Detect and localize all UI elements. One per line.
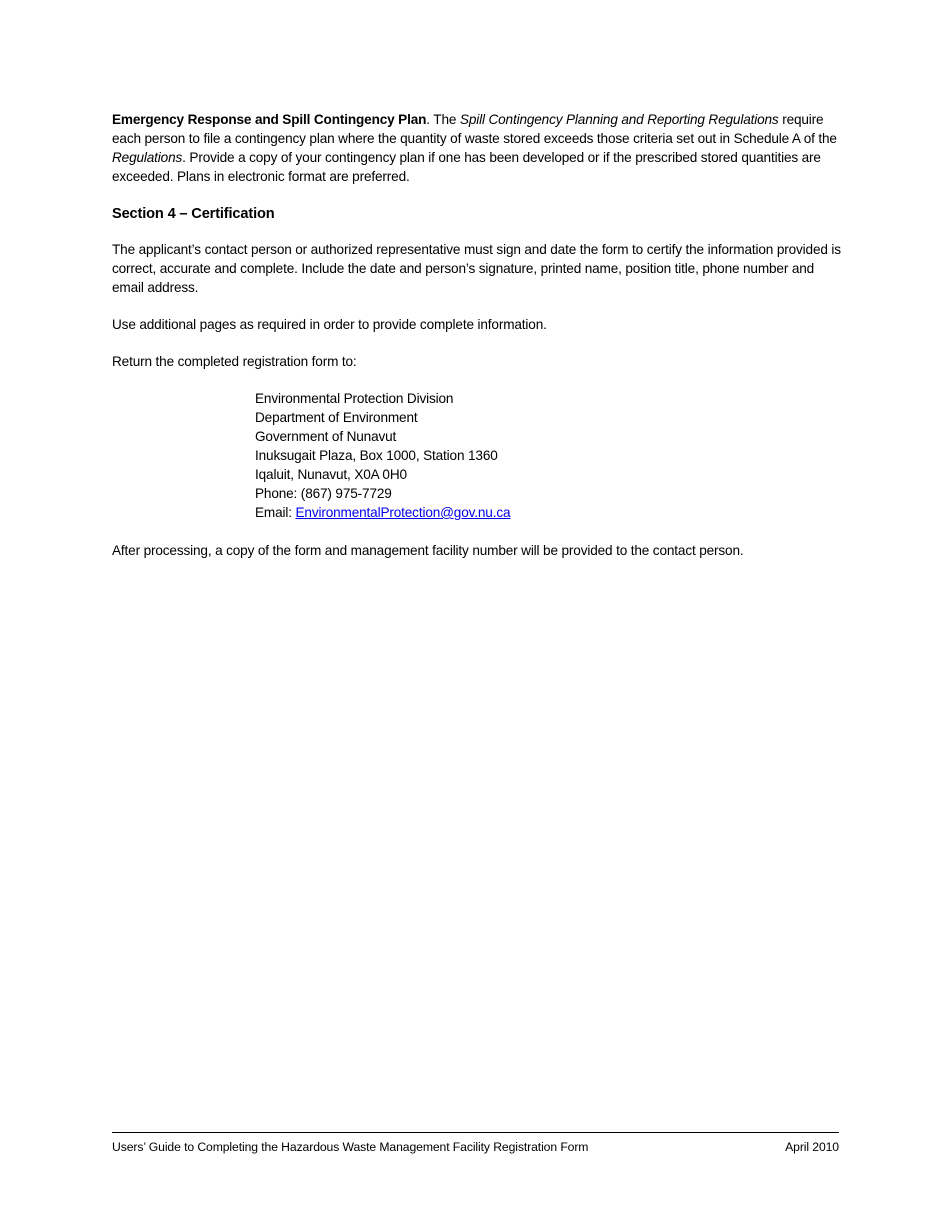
footer-divider — [112, 1132, 839, 1133]
document-body — [112, 110, 842, 578]
certification-paragraph: The applicant’s contact person or authorized representative must sign and date the form to certify the information provided is correct, accurate and complete. Include the date and person’s signature, printed name, position title, phone number and email address. — [112, 242, 841, 295]
address-line-government: Government of Nunavut — [255, 429, 397, 444]
email-link[interactable]: EnvironmentalProtection@gov.nu.ca — [295, 505, 511, 520]
address-line-email — [255, 503, 842, 522]
footer-date: April 2010 — [785, 1140, 839, 1154]
emergency-heading: Emergency Response and Spill Contingency Plan — [112, 112, 427, 127]
footer-document-title: Users’ Guide to Completing the Hazardous Waste Management Facility Registration Form — [112, 1140, 589, 1154]
section-4-title: Section 4 – Certification — [112, 206, 275, 222]
regulations-title: Spill Contingency Planning and Reporting Regulations — [459, 112, 779, 127]
emergency-text-2: . Provide a copy of your contingency plan if one has been developed or if the prescribed stored quantities are exceeded. Plans in electronic format are preferred. — [112, 150, 821, 184]
page-footer — [112, 1139, 839, 1156]
address-line-division: Environmental Protection Division — [255, 391, 454, 406]
after-processing-paragraph: After processing, a copy of the form and management facility number will be provided to the contact person. — [112, 543, 744, 558]
emergency-lead-in: . The — [426, 112, 460, 127]
mailing-address — [255, 389, 842, 522]
return-instructions-paragraph: Return the completed registration form to: — [112, 354, 357, 369]
address-line-street: Inuksugait Plaza, Box 1000, Station 1360 — [255, 448, 498, 463]
additional-pages-paragraph: Use additional pages as required in order to provide complete information. — [112, 317, 547, 332]
emergency-paragraph — [112, 110, 842, 186]
address-line-department: Department of Environment — [255, 410, 418, 425]
address-line-city: Iqaluit, Nunavut, X0A 0H0 — [255, 467, 407, 482]
regulations-short: Regulations — [112, 150, 183, 165]
email-label: Email: — [255, 505, 296, 520]
emergency-text-1: require each person to file a contingency plan where the quantity of waste stored exceeds those criteria set out in Schedule A of the — [112, 112, 837, 146]
address-line-phone: Phone: (867) 975-7729 — [255, 486, 392, 501]
